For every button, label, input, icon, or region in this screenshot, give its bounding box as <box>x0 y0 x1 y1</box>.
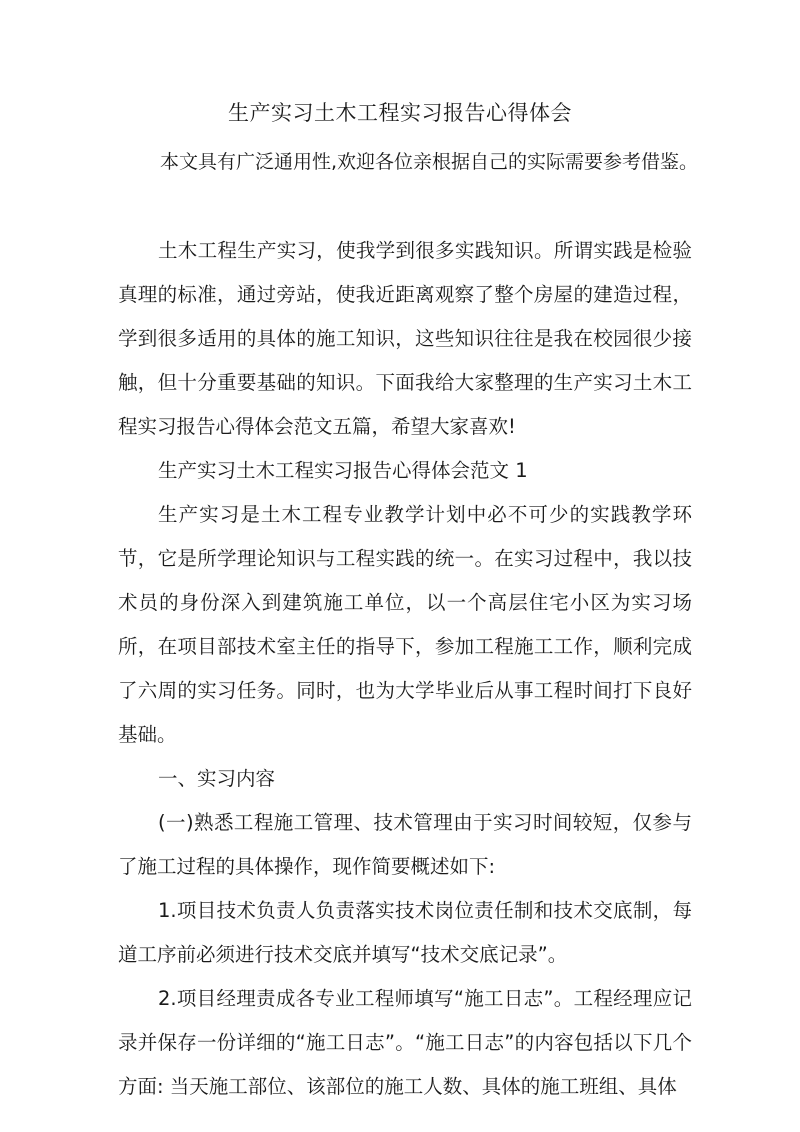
paragraph-heading-sample-1: 生产实习土木工程实习报告心得体会范文 1 <box>158 459 528 482</box>
document-subtitle: 本文具有广泛通用性,欢迎各位亲根据自己的实际需要参考借鉴。 <box>160 151 699 173</box>
list-item-1: 1.项目技术负责人负责落实技术岗位责任制和技术交底制，每道工序前必须进行技术交底并填写“技术交底记录”。 <box>118 899 692 966</box>
paragraph-subsection-1: (一)熟悉工程施工管理、技术管理由于实习时间较短，仅参与了施工过程的具体操作，现作简要概述如下: <box>118 811 692 878</box>
paragraph-sample-1-intro: 生产实习是土木工程专业教学计划中必不可少的实践教学环节，它是所学理论知识与工程实践的统一。在实习过程中，我以技术员的身份深入到建筑施工单位，以一个高层住宅小区为实习场所，在项目部技术室主任的指导下，参加工程施工工作，顺利完成了六周的实习任务。同时，也为大学毕业后从事工程时间打下良好基础。 <box>118 503 692 746</box>
document-body <box>118 229 692 1109</box>
section-heading-content: 一、实习内容 <box>158 767 276 790</box>
document-title: 生产实习土木工程实习报告心得体会 <box>228 101 572 125</box>
paragraph-intro: 土木工程生产实习，使我学到很多实践知识。所谓实践是检验真理的标准，通过旁站，使我近距离观察了整个房屋的建造过程，学到很多适用的具体的施工知识，这些知识往往是我在校园很少接触，但十分重要基础的知识。下面我给大家整理的生产实习土木工程实习报告心得体会范文五篇，希望大家喜欢! <box>118 239 692 438</box>
list-item-2: 2.项目经理责成各专业工程师填写“施工日志”。工程经理应记录并保存一份详细的“施工日志”。“施工日志”的内容包括以下几个方面: 当天施工部位、该部位的施工人数、具体的施工班组、具体 <box>118 987 692 1098</box>
